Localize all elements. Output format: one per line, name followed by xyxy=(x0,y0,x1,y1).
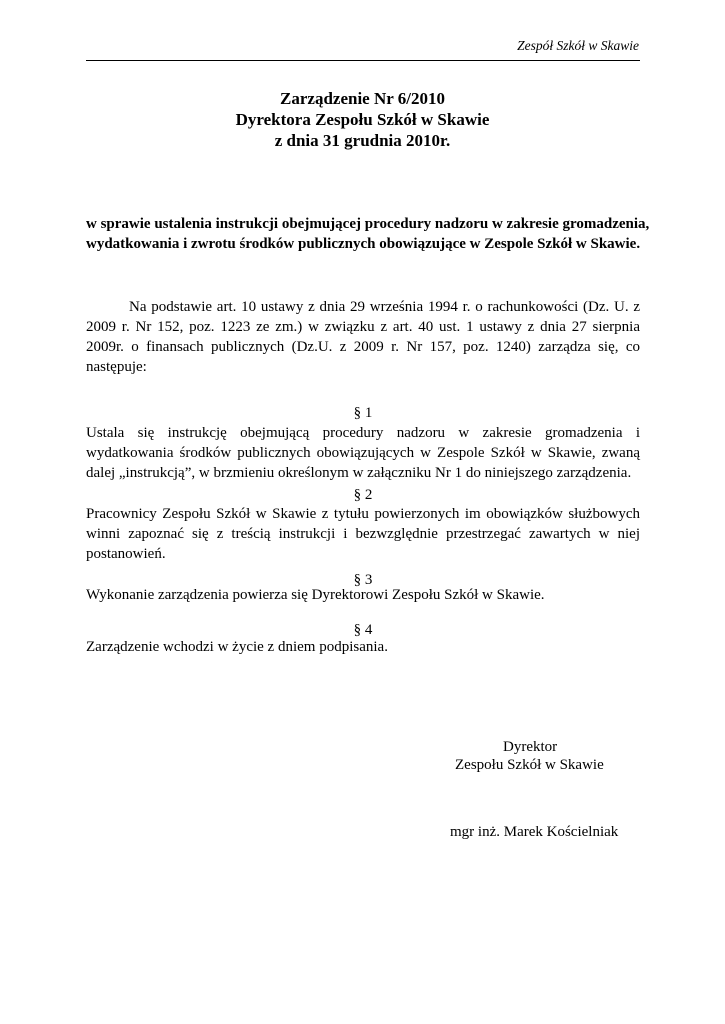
subject-line-2: wydatkowania i zwrotu środków publicznych obowiązujące w Zespole Szkół w Skawie. xyxy=(86,236,641,252)
signature-institution: Zespołu Szkół w Skawie xyxy=(455,757,604,773)
title-line-1: Zarządzenie Nr 6/2010 xyxy=(280,89,445,108)
header-rule xyxy=(86,60,640,61)
subject-line-1: w sprawie ustalenia instrukcji obejmującej procedury nadzoru w zakresie gromadzenia, xyxy=(86,216,650,232)
section-3-text: Wykonanie zarządzenia powierza się Dyrektorowi Zespołu Szkół w Skawie. xyxy=(86,587,545,603)
section-1-mark: § 1 xyxy=(353,405,373,421)
section-4-text: Zarządzenie wchodzi w życie z dniem podpisania. xyxy=(86,639,388,655)
running-header: Zespół Szkół w Skawie xyxy=(517,38,639,53)
title-line-3: z dnia 31 grudnia 2010r. xyxy=(274,131,451,150)
signature-name: mgr inż. Marek Kościelniak xyxy=(450,824,619,840)
section-2-text: Pracownicy Zespołu Szkół w Skawie z tytułu powierzonych im obowiązków służbowych winni zapoznać się z treścią instrukcji i bezwzględnie przestrzegać zawartych w niej postanowień. xyxy=(86,506,640,562)
section-1-text: Ustala się instrukcję obejmującą procedury nadzoru w zakresie gromadzenia i wydatkowania środków publicznych obowiązujących w Zespole Szkół w Skawie, zwaną dalej „instrukcją”, w brzmieniu określonym w załączniku Nr 1 do niniejszego zarządzenia. xyxy=(86,425,640,481)
document-title xyxy=(86,88,639,151)
title-line-2: Dyrektora Zespołu Szkół w Skawie xyxy=(235,110,490,129)
section-3-mark: § 3 xyxy=(353,572,373,588)
section-4-mark: § 4 xyxy=(353,622,373,638)
preamble-paragraph: Na podstawie art. 10 ustawy z dnia 29 września 1994 r. o rachunkowości (Dz. U. z 2009 r. Nr 152, poz. 1223 ze zm.) w związku z art. 40 ust. 1 ustawy z dnia 27 sierpnia 2009r. o finansach publicznych (Dz.U. z 2009 r. Nr 157, poz. 1240) zarządza się, co następuje: xyxy=(86,299,640,375)
signature-role: Dyrektor xyxy=(503,739,558,755)
section-2-mark: § 2 xyxy=(353,487,373,503)
subject xyxy=(86,214,650,254)
